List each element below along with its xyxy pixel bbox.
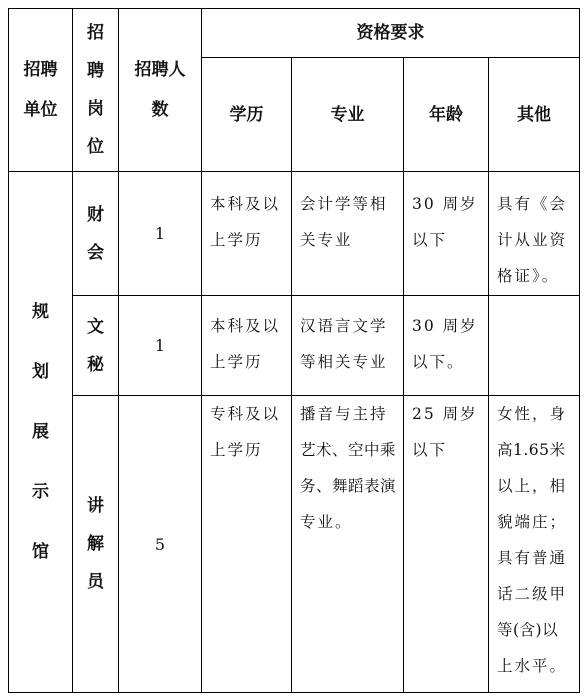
row-education — [202, 186, 291, 258]
row-education — [202, 308, 291, 380]
header-unit — [9, 9, 72, 171]
row-major — [292, 186, 403, 258]
header-position-char: 招 — [87, 23, 104, 43]
row-other — [489, 396, 579, 684]
education-line: 本科及以 — [210, 317, 281, 335]
major-line: 播音与主持 — [300, 405, 388, 423]
row-age — [404, 186, 488, 258]
major-line: 汉语言文学 — [300, 317, 388, 335]
age-line: 30 周岁 — [412, 195, 478, 213]
major-line: 关专业 — [300, 231, 353, 249]
other-line: 上水平。 — [497, 657, 568, 675]
age-line: 以下 — [412, 231, 448, 249]
header-other: 其他 — [517, 104, 551, 125]
unit-name-char: 规 — [32, 302, 49, 322]
education-line: 上学历 — [210, 353, 263, 371]
row-age — [404, 396, 488, 468]
other-line: 计从业资 — [497, 231, 568, 249]
header-position-char: 岗 — [87, 99, 104, 119]
major-line: 等相关专业 — [300, 353, 388, 371]
header-position — [73, 9, 118, 171]
unit-name-char: 划 — [32, 362, 49, 382]
other-line: 格证》。 — [497, 267, 560, 285]
age-line: 以下。 — [412, 353, 465, 371]
header-unit-line: 单位 — [23, 100, 58, 120]
age-line: 25 周岁 — [412, 405, 478, 423]
row-count: 1 — [154, 224, 166, 243]
row-count: 5 — [154, 534, 166, 554]
major-line: 务、舞蹈表演 — [300, 477, 397, 495]
unit-name-char: 示 — [32, 482, 49, 502]
row-position — [73, 296, 118, 395]
other-line: 等(含)以 — [497, 621, 559, 639]
header-unit-line: 招聘 — [23, 60, 58, 80]
position-char: 讲 — [87, 496, 104, 516]
age-line: 30 周岁 — [412, 317, 478, 335]
header-age: 年龄 — [429, 104, 463, 125]
unit-name-char: 展 — [32, 422, 49, 442]
major-line: 会计学等相 — [300, 195, 388, 213]
header-requirements: 资格要求 — [356, 23, 425, 43]
header-position-char: 聘 — [87, 61, 104, 81]
row-major — [292, 308, 403, 380]
other-line: 话二级甲 — [497, 585, 568, 603]
other-line: 以上，相 — [497, 477, 568, 495]
other-line: 具有普通 — [497, 549, 568, 567]
education-line: 本科及以 — [210, 195, 281, 213]
row-other — [489, 186, 579, 294]
header-count-line: 数 — [151, 100, 169, 120]
major-line: 艺术、空中乘 — [300, 441, 397, 459]
other-line: 女性，身 — [497, 405, 568, 423]
position-char: 文 — [87, 316, 104, 337]
header-count — [119, 9, 201, 171]
position-char: 秘 — [87, 354, 104, 375]
header-major: 专业 — [330, 104, 365, 125]
other-line: 貌端庄； — [497, 513, 568, 531]
row-position — [73, 172, 118, 295]
age-line: 以下 — [412, 441, 448, 459]
position-char: 财 — [87, 204, 104, 225]
education-line: 上学历 — [210, 441, 263, 459]
unit-name — [9, 172, 72, 692]
row-position — [73, 396, 118, 692]
header-education: 学历 — [229, 104, 264, 125]
other-line: 高1.65米 — [497, 441, 566, 459]
row-count: 1 — [154, 336, 166, 355]
position-char: 员 — [87, 572, 104, 592]
row-major — [292, 396, 403, 540]
position-char: 会 — [87, 242, 104, 263]
header-position-char: 位 — [87, 137, 104, 157]
table-border-right — [579, 8, 580, 693]
education-line: 专科及以 — [210, 405, 281, 423]
row-education — [202, 396, 291, 468]
position-char: 解 — [87, 534, 104, 554]
unit-name-char: 馆 — [32, 542, 49, 562]
row-age — [404, 308, 488, 380]
table-border-bottom — [8, 692, 580, 693]
header-count-line: 招聘人 — [134, 60, 186, 80]
other-line: 具有《会 — [497, 195, 568, 213]
major-line: 专业。 — [300, 513, 353, 531]
education-line: 上学历 — [210, 231, 263, 249]
